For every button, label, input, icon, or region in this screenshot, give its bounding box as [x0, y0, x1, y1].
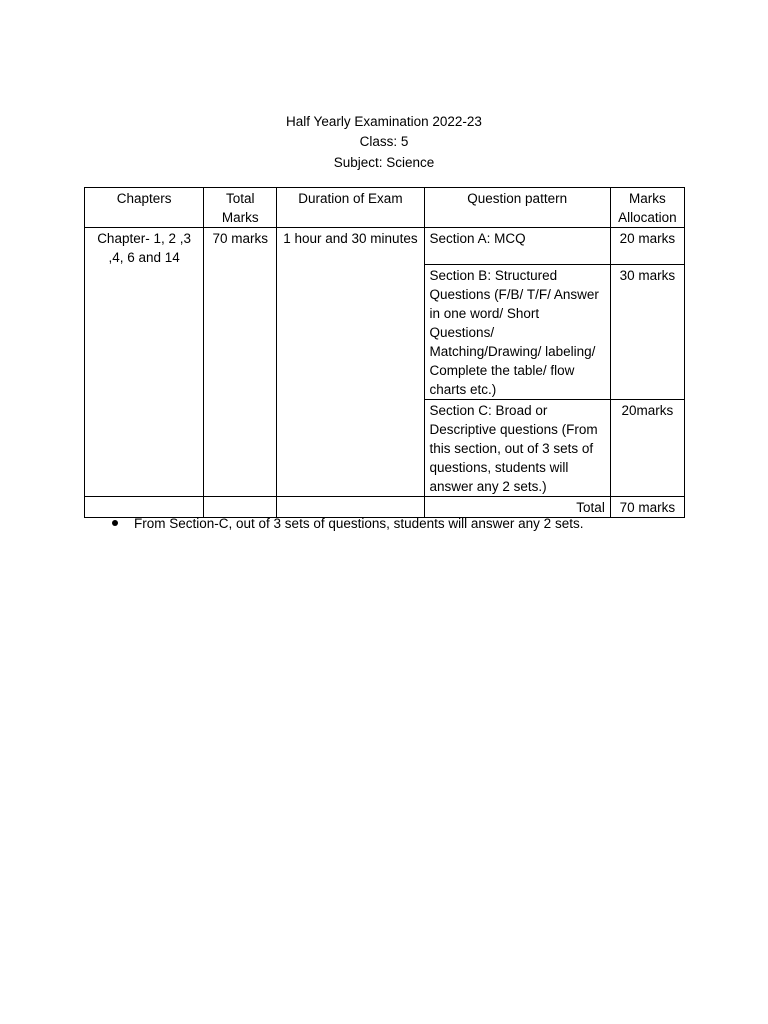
subject-line: Subject: Science — [333, 155, 435, 170]
total-label: Total — [424, 497, 610, 518]
section-c-pattern: Section C: Broad or Descriptive questions (From this section, out of 3 sets of questions, students will answer any 2 sets.) — [424, 400, 610, 497]
header-chapters: Chapters — [85, 188, 204, 228]
total-marks-cell: 70 marks — [204, 228, 277, 497]
section-c-marks: 20marks — [610, 400, 684, 497]
section-a-pattern: Section A: MCQ — [424, 228, 610, 265]
note-list-item — [112, 514, 583, 533]
total-value: 70 marks — [610, 497, 684, 518]
exam-pattern-table — [84, 187, 685, 518]
note-text: From Section-C, out of 3 sets of questions, students will answer any 2 sets. — [134, 516, 584, 531]
header-total-marks: Total Marks — [204, 188, 277, 228]
header-duration: Duration of Exam — [277, 188, 424, 228]
class-line: Class: 5 — [359, 134, 409, 149]
bullet-icon — [112, 520, 118, 526]
table-header-row — [85, 188, 685, 228]
section-b-pattern: Section B: Structured Questions (F/B/ T/F/ Answer in one word/ Short Questions/ Matching/Drawing/ labeling/ Complete the table/ flow charts etc.) — [424, 265, 610, 400]
exam-title: Half Yearly Examination 2022-23 — [286, 114, 482, 129]
table-row — [85, 228, 685, 265]
section-a-marks: 20 marks — [610, 228, 684, 265]
chapters-cell: Chapter- 1, 2 ,3 ,4, 6 and 14 — [85, 228, 204, 497]
section-b-marks: 30 marks — [610, 265, 684, 400]
header-marks-allocation: Marks Allocation — [610, 188, 684, 228]
header-question-pattern: Question pattern — [424, 188, 610, 228]
duration-cell: 1 hour and 30 minutes — [277, 228, 424, 497]
